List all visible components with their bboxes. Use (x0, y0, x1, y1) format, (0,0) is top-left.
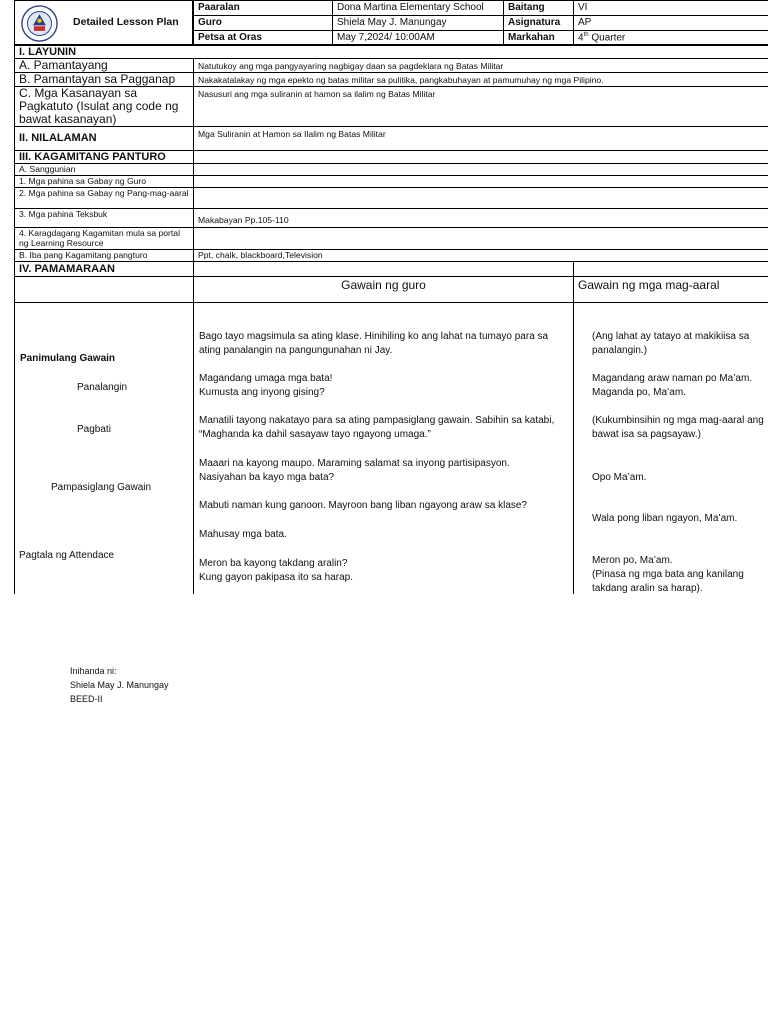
student-line: (Kukumbinsihin ng mga mag-aaral ang bawat isa sa pagsayaw.) (592, 415, 764, 440)
student-line: Opo Ma’am. (592, 472, 647, 483)
document-title: Detailed Lesson Plan (73, 16, 179, 28)
content-row (14, 126, 768, 151)
prepared-by-block (70, 664, 169, 706)
quarter-value: 4th Quarter (573, 30, 768, 45)
objective-c-row (14, 86, 768, 127)
resource-row (14, 227, 768, 250)
teacher-line: Mahusay mga bata. (199, 529, 287, 540)
content-heading: II. NILALAMAN (14, 126, 194, 151)
teacher-line: Mabuti naman kung ganoon. Mayroon bang liban ngayong araw sa klase? (199, 500, 527, 511)
preparer-course: BEED-II (70, 694, 103, 704)
datetime-label: Petsa at Oras (193, 30, 333, 45)
school-value: Dona Martina Elementary School (332, 0, 504, 16)
objective-b-value: Nakakatalakay ng mga epekto ng batas militar sa pulitika, pangkabuhayan at pamumuhay ng mga Pilipino. (193, 72, 768, 87)
teacher-line: Manatili tayong nakatayo para sa ating pampasiglang gawain. Sabihin sa katabi, “Maghanda ka dahil sasayaw tayo ngayong umaga.” (199, 415, 555, 440)
motivation-label: Pampasiglang Gawain (51, 482, 152, 493)
teacher-activity-column (193, 302, 573, 594)
student-line: (Ang lahat ay tatayo at makikiisa sa panalangin.) (592, 331, 750, 356)
resources-heading-blank (193, 150, 768, 164)
resources-heading-row (14, 150, 768, 164)
datetime-value: May 7,2024/ 10:00AM (332, 30, 504, 45)
resource-label: 2. Mga pahina sa Gabay ng Pang-mag-aaral (14, 187, 194, 209)
objective-c-value: Nasusuri ang mga suliranin at hamon sa ilalim ng Batas Militar (193, 86, 768, 127)
student-activity-column (573, 302, 768, 594)
procedure-columns-blank (14, 276, 194, 303)
school-label: Paaralan (193, 0, 333, 16)
procedure-body (14, 302, 768, 594)
quarter-label: Markahan (503, 30, 574, 45)
student-line: Meron po, Ma’am. (Pinasa ng mga bata ang kanilang takdang aralin sa harap). (592, 555, 744, 594)
teacher-line: Bago tayo magsimula sa ating klase. Hinihiling ko ang lahat na tumayo para sa ating panalangin na pangungunahan ni Jay. (199, 331, 549, 356)
teacher-line: Meron ba kayong takdang aralin? Kung gayon pakipasa ito sa harap. (199, 558, 353, 583)
teacher-activity-header: Gawain ng guro (193, 276, 574, 303)
intro-activity-label: Panimulang Gawain (20, 353, 116, 364)
resource-value (193, 227, 768, 250)
grade-value: VI (573, 0, 768, 16)
procedure-heading-blank (573, 261, 768, 277)
prayer-label: Panalangin (77, 382, 128, 393)
procedure-heading-blank (193, 261, 574, 277)
deped-seal-icon (21, 5, 58, 42)
objective-a-label: A. Pamantayang (14, 58, 194, 73)
attendance-label: Pagtala ng Attendace (19, 550, 115, 561)
header-info-grid (193, 0, 768, 45)
objective-c-label: C. Mga Kasanayan sa Pagkatuto (Isulat ang code ng bawat kasanayan) (14, 86, 194, 127)
resource-row (14, 208, 768, 228)
logo-cell (14, 0, 193, 45)
objectives-heading: I. LAYUNIN (14, 45, 768, 59)
objective-b-label: B. Pamantayan sa Pagganap (14, 72, 194, 87)
resource-label: A. Sanggunian (14, 163, 194, 176)
objective-b-row (14, 72, 768, 87)
resource-label: 4. Karagdagang Kagamitan mula sa portal ng Learning Resource (14, 227, 194, 250)
teacher-value: Shiela May J. Manungay (332, 15, 504, 31)
objectives-heading-row (14, 45, 768, 59)
resource-value (193, 187, 768, 209)
resource-label: B. Iba pang Kagamitang pangturo (14, 249, 194, 262)
subject-value: AP (573, 15, 768, 31)
content-value: Mga Suliranin at Hamon sa Ilalim ng Batas Militar (193, 126, 768, 151)
procedure-left-column (14, 302, 194, 594)
procedure-heading-row (14, 261, 768, 277)
student-activity-header: Gawain ng mga mag-aaral (573, 276, 768, 303)
resource-row (14, 187, 768, 209)
grade-label: Baitang (503, 0, 574, 16)
objective-a-value: Natutukoy ang mga pangyayaring nagbigay daan sa pagdeklara ng Batas Militar (193, 58, 768, 73)
resource-value: Makabayan Pp.105-110 (193, 208, 768, 228)
greeting-label: Pagbati (77, 424, 111, 435)
student-line: Wala pong liban ngayon, Ma’am. (592, 513, 738, 524)
procedure-columns-row (14, 276, 768, 303)
student-line: Magandang araw naman po Ma’am. Maganda po, Ma’am. (592, 373, 753, 398)
procedure-heading: IV. PAMAMARAAN (14, 261, 194, 277)
resource-label: 1. Mga pahina sa Gabay ng Guro (14, 175, 194, 188)
subject-label: Asignatura (503, 15, 574, 31)
resource-label: 3. Mga pahina Teksbuk (14, 208, 194, 228)
resource-value: Ppt, chalk, blackboard,Television (193, 249, 768, 262)
objective-a-row (14, 58, 768, 73)
teacher-line: Maaari na kayong maupo. Maraming salamat sa inyong partisipasyon. Nasiyahan ba kayo mga bata? (199, 458, 510, 483)
prepared-by-label: Inihanda ni: (70, 666, 117, 676)
resources-heading: III. KAGAMITANG PANTURO (14, 150, 194, 164)
teacher-line: Magandang umaga mga bata! Kumusta ang inyong gising? (199, 373, 333, 398)
preparer-name: Shiela May J. Manungay (70, 680, 169, 690)
teacher-label: Guro (193, 15, 333, 31)
lesson-plan-header (14, 0, 768, 45)
